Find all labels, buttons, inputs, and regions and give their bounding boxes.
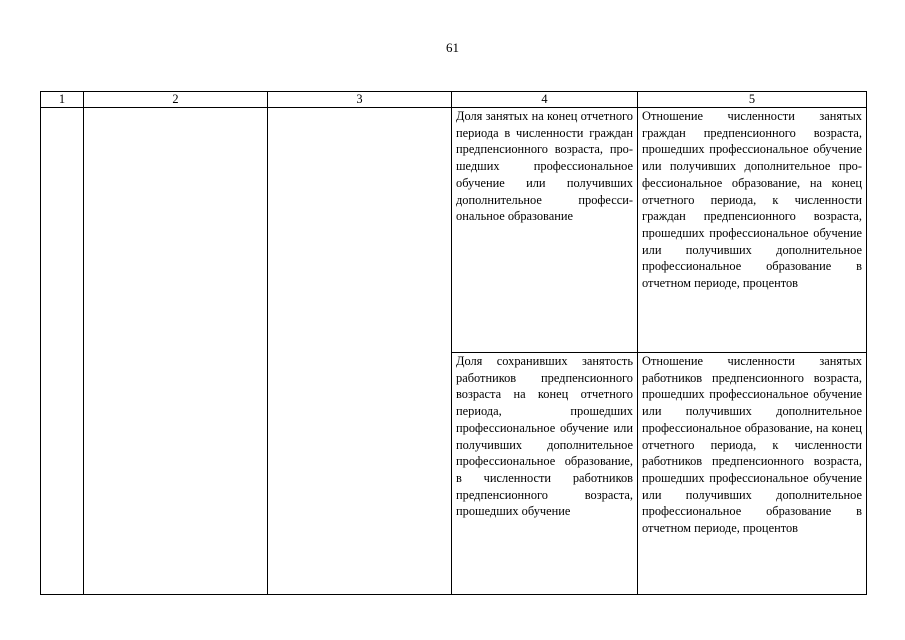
column-header-5: 5 — [638, 92, 867, 108]
column-header-4: 4 — [452, 92, 638, 108]
cell-col2 — [84, 108, 268, 595]
indicator-method-cell: Отношение численности занятых работников предпенсионного возраста, прошедших профессиональное обучение или получивших дополнительное профессиональное образование, на конец отчетного периода, к численности работников предпенсионного возраста, прошедших профессиональное обучение или получивших дополнительное профессиональное образование в отчетном периоде, процентов — [638, 353, 867, 595]
indicator-name-cell: Доля занятых на конец отчетного периода в численности граждан предпенсионного возраста, прошедших профессиональное обучение или получивших дополнительное профессиональное образование — [452, 108, 638, 353]
column-header-3: 3 — [268, 92, 452, 108]
column-header-1: 1 — [41, 92, 84, 108]
cell-col3 — [268, 108, 452, 595]
cell-col1 — [41, 108, 84, 595]
page-number: 61 — [446, 40, 459, 55]
column-header-2: 2 — [84, 92, 268, 108]
indicator-name-cell: Доля сохранивших занятость работников предпенсионного возраста на конец отчетного периода, прошедших профессиональное обучение или получивших дополнительное профессиональное образование, в численности работников предпенсионного возраста, прошедших обучение — [452, 353, 638, 595]
indicators-table — [40, 91, 867, 595]
table-row — [41, 108, 867, 353]
indicator-method-cell: Отношение численности занятых граждан предпенсионного возраста, прошедших профессиональное обучение или получивших дополнительное профессиональное образование, на конец отчетного периода, к численности граждан предпенсионного возраста, прошедших профессиональное обучение или получивших дополнительное профессиональное образование в отчетном периоде, процентов — [638, 108, 867, 353]
table-header-row — [41, 92, 867, 108]
